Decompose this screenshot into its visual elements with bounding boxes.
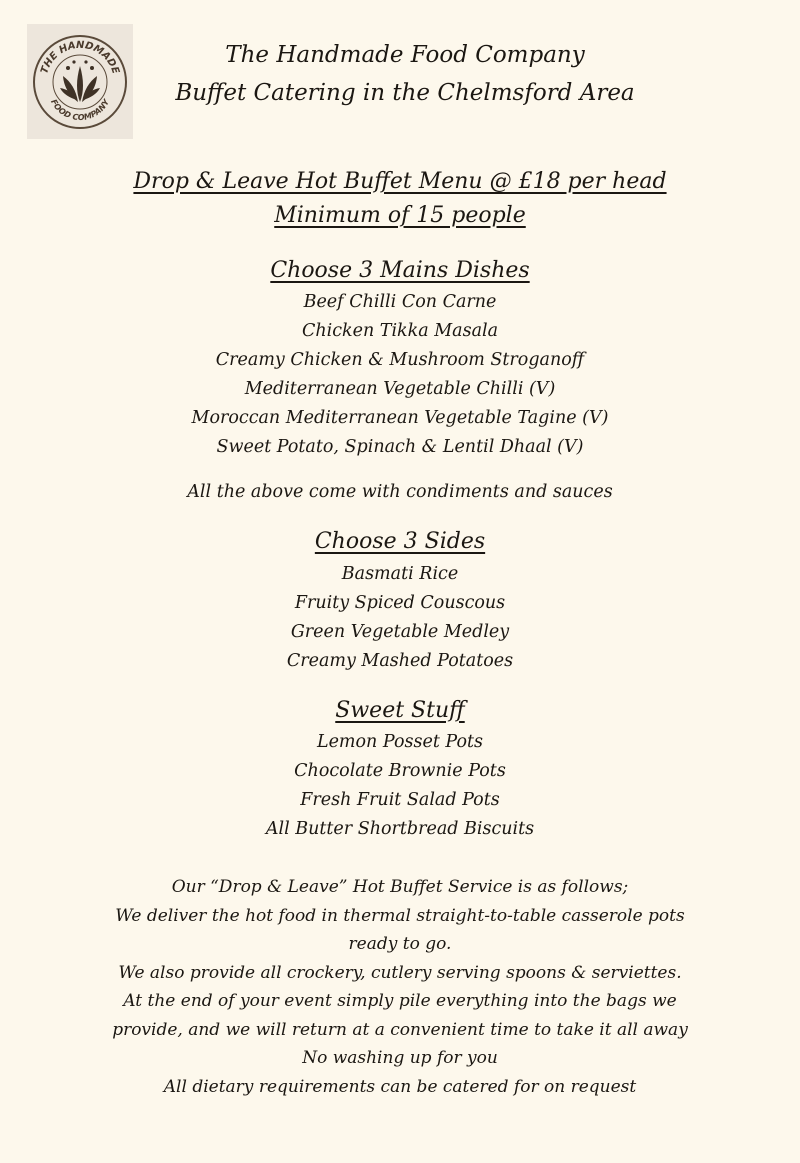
service-line: Our “Drop & Leave” Hot Buffet Service is as follows; [171,877,629,897]
mains-list [0,288,800,462]
service-line: No washing up for you [302,1048,498,1068]
list-item: Moroccan Mediterranean Vegetable Tagine (V) [191,408,609,428]
company-name: The Handmade Food Company [225,42,585,68]
list-item: Green Vegetable Medley [290,622,510,642]
list-item: Fresh Fruit Salad Pots [300,790,500,810]
sweet-heading: Sweet Stuff [335,698,465,723]
service-line: ready to go. [348,934,452,954]
list-item: All Butter Shortbread Biscuits [265,819,535,839]
service-description [40,873,760,1101]
sides-heading-wrap [0,527,800,557]
list-item: Mediterranean Vegetable Chilli (V) [244,379,556,399]
mains-heading: Choose 3 Mains Dishes [270,258,530,283]
service-line: provide, and we will return at a convenient time to take it all away [112,1019,688,1040]
service-line: We deliver the hot food in thermal straight-to-table casserole pots [115,905,685,926]
sweet-heading-wrap [0,696,800,726]
list-item: Chicken Tikka Masala [301,321,499,341]
company-tagline: Buffet Catering in the Chelmsford Area [175,80,635,106]
sides-list [0,560,800,676]
list-item: Basmati Rice [341,564,459,584]
menu-minimum: Minimum of 15 people [274,203,526,228]
list-item: Lemon Posset Pots [316,732,484,752]
service-line: All dietary requirements can be catered for on request [163,1076,637,1097]
list-item: Creamy Mashed Potatoes [286,651,514,671]
menu-title-block [0,165,800,233]
logo-text-top: THE HANDMADE [39,39,121,75]
service-line: We also provide all crockery, cutlery serving spoons & serviettes. [118,962,682,983]
list-item: Creamy Chicken & Mushroom Stroganoff [215,350,585,370]
wheat-leaves-emblem-icon [30,32,130,132]
list-item: Chocolate Brownie Pots [294,761,506,781]
sides-heading: Choose 3 Sides [314,529,486,554]
sweet-list [0,728,800,844]
company-logo [27,24,133,139]
company-header [150,36,660,112]
list-item: Sweet Potato, Spinach & Lentil Dhaal (V) [216,437,584,457]
list-item: Fruity Spiced Couscous [294,593,506,613]
service-line: At the end of your event simply pile everything into the bags we [123,991,677,1011]
mains-heading-wrap [0,256,800,286]
logo-text-bottom: FOOD COMPANY [49,97,111,122]
mains-note: All the above come with condiments and sauces [187,482,613,502]
menu-title: Drop & Leave Hot Buffet Menu @ £18 per head [133,169,667,194]
list-item: Beef Chilli Con Carne [303,292,497,312]
